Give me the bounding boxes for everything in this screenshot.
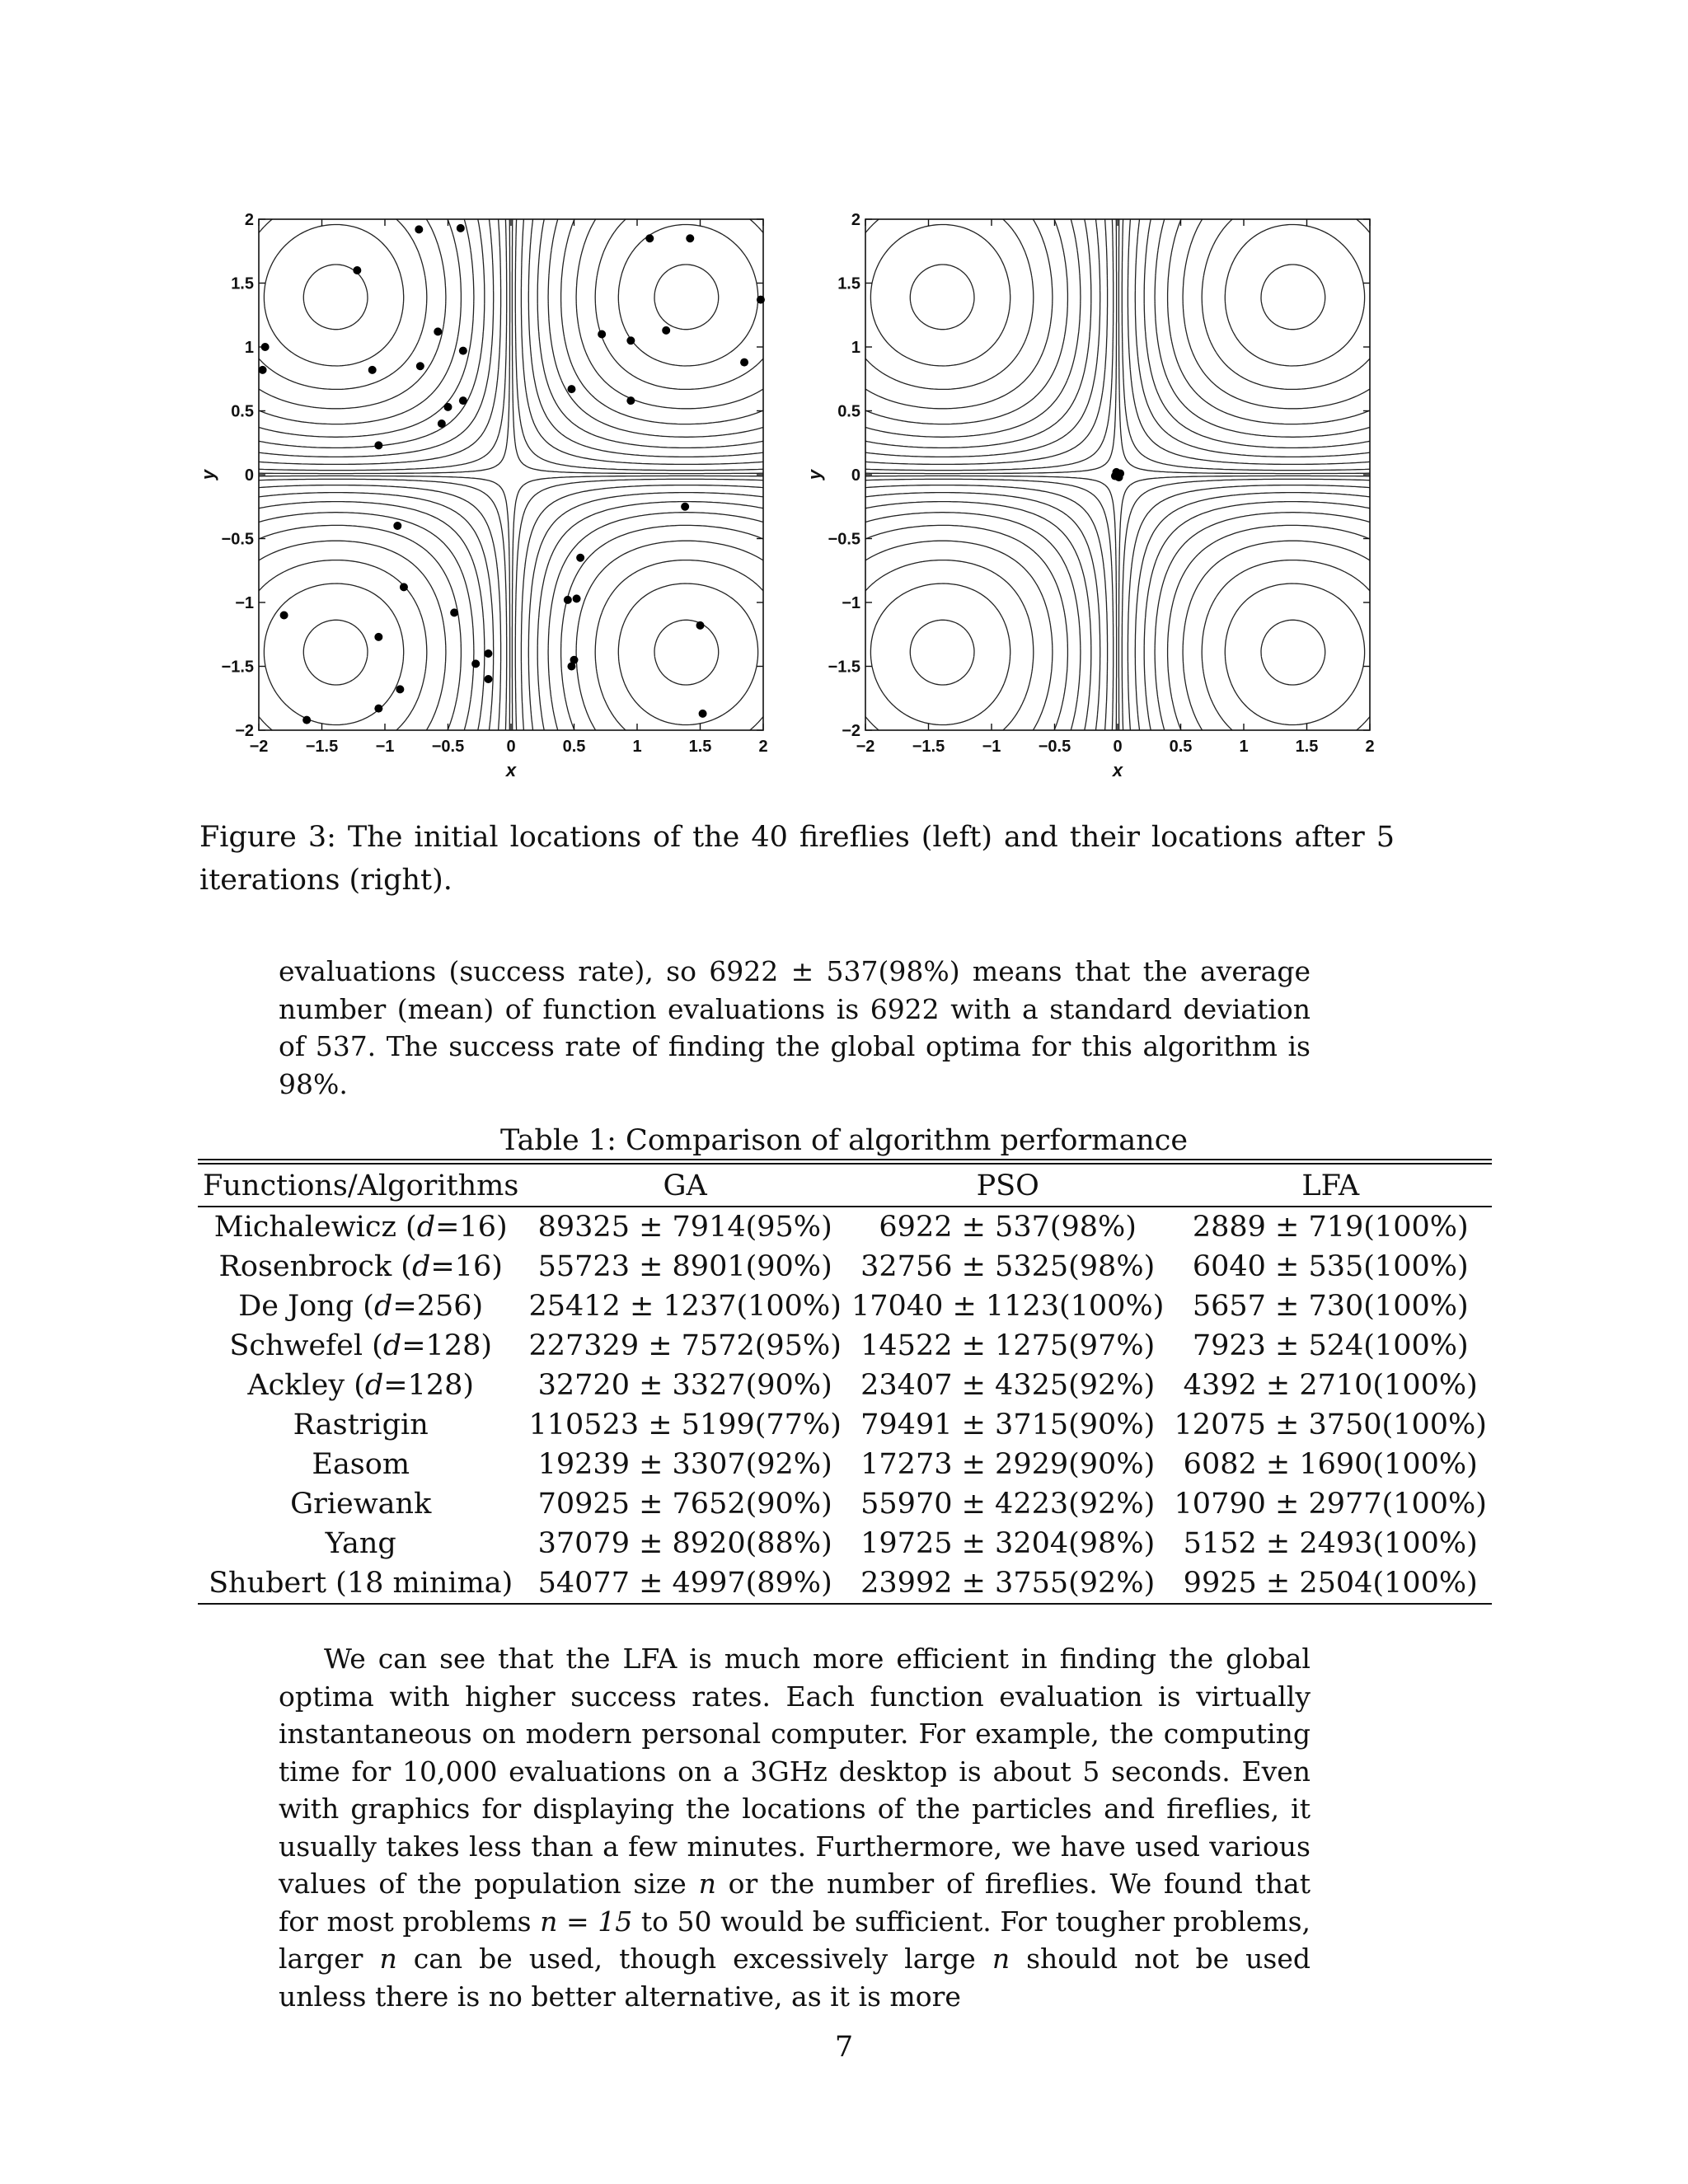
left-xlabel: x xyxy=(505,760,517,780)
table-row xyxy=(198,1366,1492,1405)
left-firefly-point xyxy=(567,385,575,393)
left-firefly-point xyxy=(740,359,748,367)
function-name-cell: Shubert (18 minima) xyxy=(198,1563,523,1604)
lfa-result-cell: 6040 ± 535(100%) xyxy=(1192,1250,1469,1283)
left-firefly-point xyxy=(598,330,606,339)
left-xtick-label: −2 xyxy=(249,738,269,756)
lfa-result-cell: 10790 ± 2977(100%) xyxy=(1174,1488,1487,1521)
left-firefly-point xyxy=(450,608,458,616)
left-ytick-label: −0.5 xyxy=(221,530,254,549)
page-number: 7 xyxy=(834,2031,854,2064)
left-contour-level-0 xyxy=(259,219,763,730)
left-firefly-point xyxy=(662,326,670,335)
left-firefly-point xyxy=(259,366,267,374)
figure-right-contour-plot xyxy=(790,198,1383,799)
left-plot-svg xyxy=(183,198,776,799)
right-xlabel: x xyxy=(1112,760,1123,780)
left-ytick-label: 0 xyxy=(244,466,254,485)
left-ytick-label: 0.5 xyxy=(231,402,254,421)
left-firefly-point xyxy=(699,710,707,718)
left-firefly-point xyxy=(626,336,635,344)
left-contour-level-5 xyxy=(259,219,763,730)
ga-result-cell: 54077 ± 4997(89%) xyxy=(523,1563,846,1604)
table-row xyxy=(198,1326,1492,1366)
right-ytick-label: −1.5 xyxy=(828,658,860,677)
right-firefly-point xyxy=(1112,468,1120,476)
function-name-cell: Ackley (d=128) xyxy=(247,1369,475,1402)
left-firefly-point xyxy=(459,396,467,405)
left-firefly-point xyxy=(396,685,404,693)
left-xtick-label: −0.5 xyxy=(431,738,465,756)
left-firefly-point xyxy=(459,347,467,355)
function-name-cell: Michalewicz (d=16) xyxy=(213,1211,508,1244)
left-firefly-point xyxy=(573,594,581,602)
left-ytick-label: −1.5 xyxy=(221,658,254,677)
lfa-result-cell: 12075 ± 3750(100%) xyxy=(1174,1408,1487,1441)
left-firefly-point xyxy=(302,716,311,724)
right-xtick-label: −2 xyxy=(856,738,875,756)
left-xtick-label: −1 xyxy=(375,738,395,756)
performance-table xyxy=(198,1159,1492,1605)
left-firefly-point xyxy=(564,596,572,604)
right-ytick-label: −1 xyxy=(842,594,860,612)
right-xtick-label: −1.5 xyxy=(912,738,945,756)
left-firefly-point xyxy=(457,224,465,232)
ga-result-cell: 37079 ± 8920(88%) xyxy=(537,1527,832,1560)
left-axes-frame xyxy=(259,219,763,730)
left-firefly-point xyxy=(415,225,423,233)
pso-result-cell: 23407 ± 4325(92%) xyxy=(860,1369,1156,1402)
table-row xyxy=(198,1286,1492,1326)
left-firefly-point xyxy=(484,675,492,683)
right-xtick-label: 0.5 xyxy=(1169,738,1193,756)
left-contour-level-7 xyxy=(259,219,763,730)
left-firefly-point xyxy=(374,441,382,449)
left-firefly-point xyxy=(374,633,382,641)
left-firefly-point xyxy=(400,583,408,591)
function-name-cell: Schwefel (d=128) xyxy=(229,1329,493,1362)
right-ytick-label: 1.5 xyxy=(837,274,860,293)
left-xtick-label: 1.5 xyxy=(688,738,712,756)
left-contour-level-3 xyxy=(259,219,763,730)
left-firefly-point xyxy=(353,266,361,274)
function-name-cell: Griewank xyxy=(290,1488,432,1521)
figure-left-contour-plot xyxy=(183,198,776,799)
function-name-cell: De Jong (d=256) xyxy=(238,1290,484,1323)
left-firefly-point xyxy=(484,649,492,658)
ga-result-cell: 19239 ± 3307(92%) xyxy=(537,1448,832,1481)
right-xtick-label: 0 xyxy=(1113,738,1123,756)
table-header-pso: PSO xyxy=(846,1162,1170,1207)
left-xtick-label: 0 xyxy=(506,738,516,756)
pso-result-cell: 55970 ± 4223(92%) xyxy=(860,1488,1156,1521)
table-body xyxy=(198,1207,1492,1604)
ga-result-cell: 55723 ± 8901(90%) xyxy=(537,1250,832,1283)
right-plot-svg xyxy=(790,198,1383,799)
left-firefly-point xyxy=(567,663,575,671)
table-header-row xyxy=(198,1162,1492,1207)
left-xtick-label: −1.5 xyxy=(305,738,339,756)
table-row xyxy=(198,1405,1492,1445)
left-contour-level-1 xyxy=(259,219,763,730)
function-name-cell: Easom xyxy=(312,1448,410,1481)
table-header-ga: GA xyxy=(523,1162,846,1207)
table-row xyxy=(198,1445,1492,1484)
left-firefly-point xyxy=(645,234,654,242)
table-caption: Table 1: Comparison of algorithm performance xyxy=(499,1124,1189,1157)
pso-result-cell: 17040 ± 1123(100%) xyxy=(851,1290,1165,1323)
right-xtick-label: −0.5 xyxy=(1038,738,1071,756)
table-header-function: Functions/Algorithms xyxy=(198,1162,523,1207)
right-ytick-label: −2 xyxy=(842,722,860,740)
performance-table-wrapper xyxy=(198,1159,1492,1605)
function-name-cell: Yang xyxy=(325,1527,396,1560)
left-firefly-point xyxy=(434,327,442,335)
left-ylabel: y xyxy=(198,469,218,480)
pso-result-cell: 14522 ± 1275(97%) xyxy=(860,1329,1156,1362)
left-ytick-label: 1.5 xyxy=(231,274,254,293)
right-ytick-label: 1 xyxy=(851,339,860,357)
left-xtick-label: 2 xyxy=(758,738,768,756)
left-xtick-label: 1 xyxy=(632,738,642,756)
table-row xyxy=(198,1247,1492,1286)
paragraph-success-rate: evaluations (success rate), so 6922 ± 537(98%) means that the average number (mean) of function evaluations is 6922 with a standard deviation of 537. The success rate of finding the global optima for this algorithm is 98%. xyxy=(279,955,1311,1100)
paragraph-discussion: We can see that the LFA is much more efficient in finding the global optima with higher success rates. Each function evaluation is virtually instantaneous on modern personal computer. For example, the computing time for 10,000 evaluations on a 3GHz desktop is about 5 seconds. Even with graphics for displaying the locations of the particles and fireflies, it usually takes less than a few minutes. Furthermore, we have used various values of the population size n or the number of fireflies. We found that for most problems n = 15 to 50 would be sufficient. For tougher problems, larger n can be used, though excessively large n should not be used unless there is no better alternative, as it is more xyxy=(279,1643,1311,2013)
pso-result-cell: 19725 ± 3204(98%) xyxy=(860,1527,1156,1560)
right-ytick-label: 2 xyxy=(851,211,860,229)
left-firefly-point xyxy=(393,522,401,530)
left-firefly-point xyxy=(438,419,446,428)
left-contour-level-9 xyxy=(264,225,757,725)
right-xtick-label: 2 xyxy=(1365,738,1375,756)
left-contour-level-10 xyxy=(303,265,718,685)
lfa-result-cell: 6082 ± 1690(100%) xyxy=(1183,1448,1478,1481)
left-contour-level-8 xyxy=(259,219,763,730)
right-ytick-label: −0.5 xyxy=(828,530,860,549)
left-contour-level-2 xyxy=(259,219,763,730)
left-contour-lines xyxy=(259,219,763,730)
left-firefly-point xyxy=(681,503,689,511)
left-firefly-point xyxy=(261,343,270,351)
left-contour-level-4 xyxy=(259,219,763,730)
lfa-result-cell: 2889 ± 719(100%) xyxy=(1192,1211,1469,1244)
left-firefly-point xyxy=(576,554,584,562)
pso-result-cell: 23992 ± 3755(92%) xyxy=(846,1563,1170,1604)
pso-result-cell: 79491 ± 3715(90%) xyxy=(860,1408,1156,1441)
table-row xyxy=(198,1484,1492,1524)
lfa-result-cell: 5152 ± 2493(100%) xyxy=(1183,1527,1478,1560)
ga-result-cell: 25412 ± 1237(100%) xyxy=(528,1290,842,1323)
left-xtick-label: 0.5 xyxy=(562,738,586,756)
right-ytick-label: 0 xyxy=(851,466,860,485)
left-ytick-label: −1 xyxy=(235,594,254,612)
left-firefly-point xyxy=(626,396,635,405)
left-firefly-point xyxy=(374,705,382,713)
left-firefly-point xyxy=(757,296,765,304)
function-name-cell: Rosenbrock (d=16) xyxy=(218,1250,503,1283)
ga-result-cell: 227329 ± 7572(95%) xyxy=(528,1329,842,1362)
table-header-lfa: LFA xyxy=(1169,1162,1492,1207)
left-firefly-point xyxy=(416,362,424,370)
left-firefly-point xyxy=(368,366,377,374)
table-row xyxy=(198,1207,1492,1247)
ga-result-cell: 110523 ± 5199(77%) xyxy=(528,1408,842,1441)
left-firefly-point xyxy=(280,612,288,620)
right-ytick-label: 0.5 xyxy=(837,402,860,421)
left-ytick-label: −2 xyxy=(235,722,254,740)
lfa-result-cell: 9925 ± 2504(100%) xyxy=(1169,1563,1492,1604)
left-firefly-point xyxy=(444,403,452,411)
table-row xyxy=(198,1563,1492,1604)
ga-result-cell: 70925 ± 7652(90%) xyxy=(537,1488,832,1521)
pso-result-cell: 17273 ± 2929(90%) xyxy=(860,1448,1156,1481)
ga-result-cell: 89325 ± 7914(95%) xyxy=(537,1211,832,1244)
pso-result-cell: 32756 ± 5325(98%) xyxy=(860,1250,1156,1283)
ga-result-cell: 32720 ± 3327(90%) xyxy=(537,1369,832,1402)
lfa-result-cell: 4392 ± 2710(100%) xyxy=(1183,1369,1478,1402)
right-xtick-label: 1 xyxy=(1239,738,1249,756)
lfa-result-cell: 5657 ± 730(100%) xyxy=(1192,1290,1469,1323)
left-ytick-label: 2 xyxy=(244,211,254,229)
figure-caption: Figure 3: The initial locations of the 40 fireflies (left) and their locations after 5 iterations (right). xyxy=(199,821,1395,897)
left-firefly-point xyxy=(696,621,705,630)
right-xtick-label: −1 xyxy=(982,738,1001,756)
function-name-cell: Rastrigin xyxy=(293,1408,429,1441)
right-ylabel: y xyxy=(804,469,825,480)
left-ytick-label: 1 xyxy=(244,339,254,357)
left-firefly-point xyxy=(471,659,480,668)
right-xtick-label: 1.5 xyxy=(1295,738,1319,756)
left-contour-level-6 xyxy=(259,219,763,730)
left-firefly-point xyxy=(686,234,694,242)
pso-result-cell: 6922 ± 537(98%) xyxy=(879,1211,1137,1244)
lfa-result-cell: 7923 ± 524(100%) xyxy=(1192,1329,1469,1362)
table-row xyxy=(198,1524,1492,1563)
